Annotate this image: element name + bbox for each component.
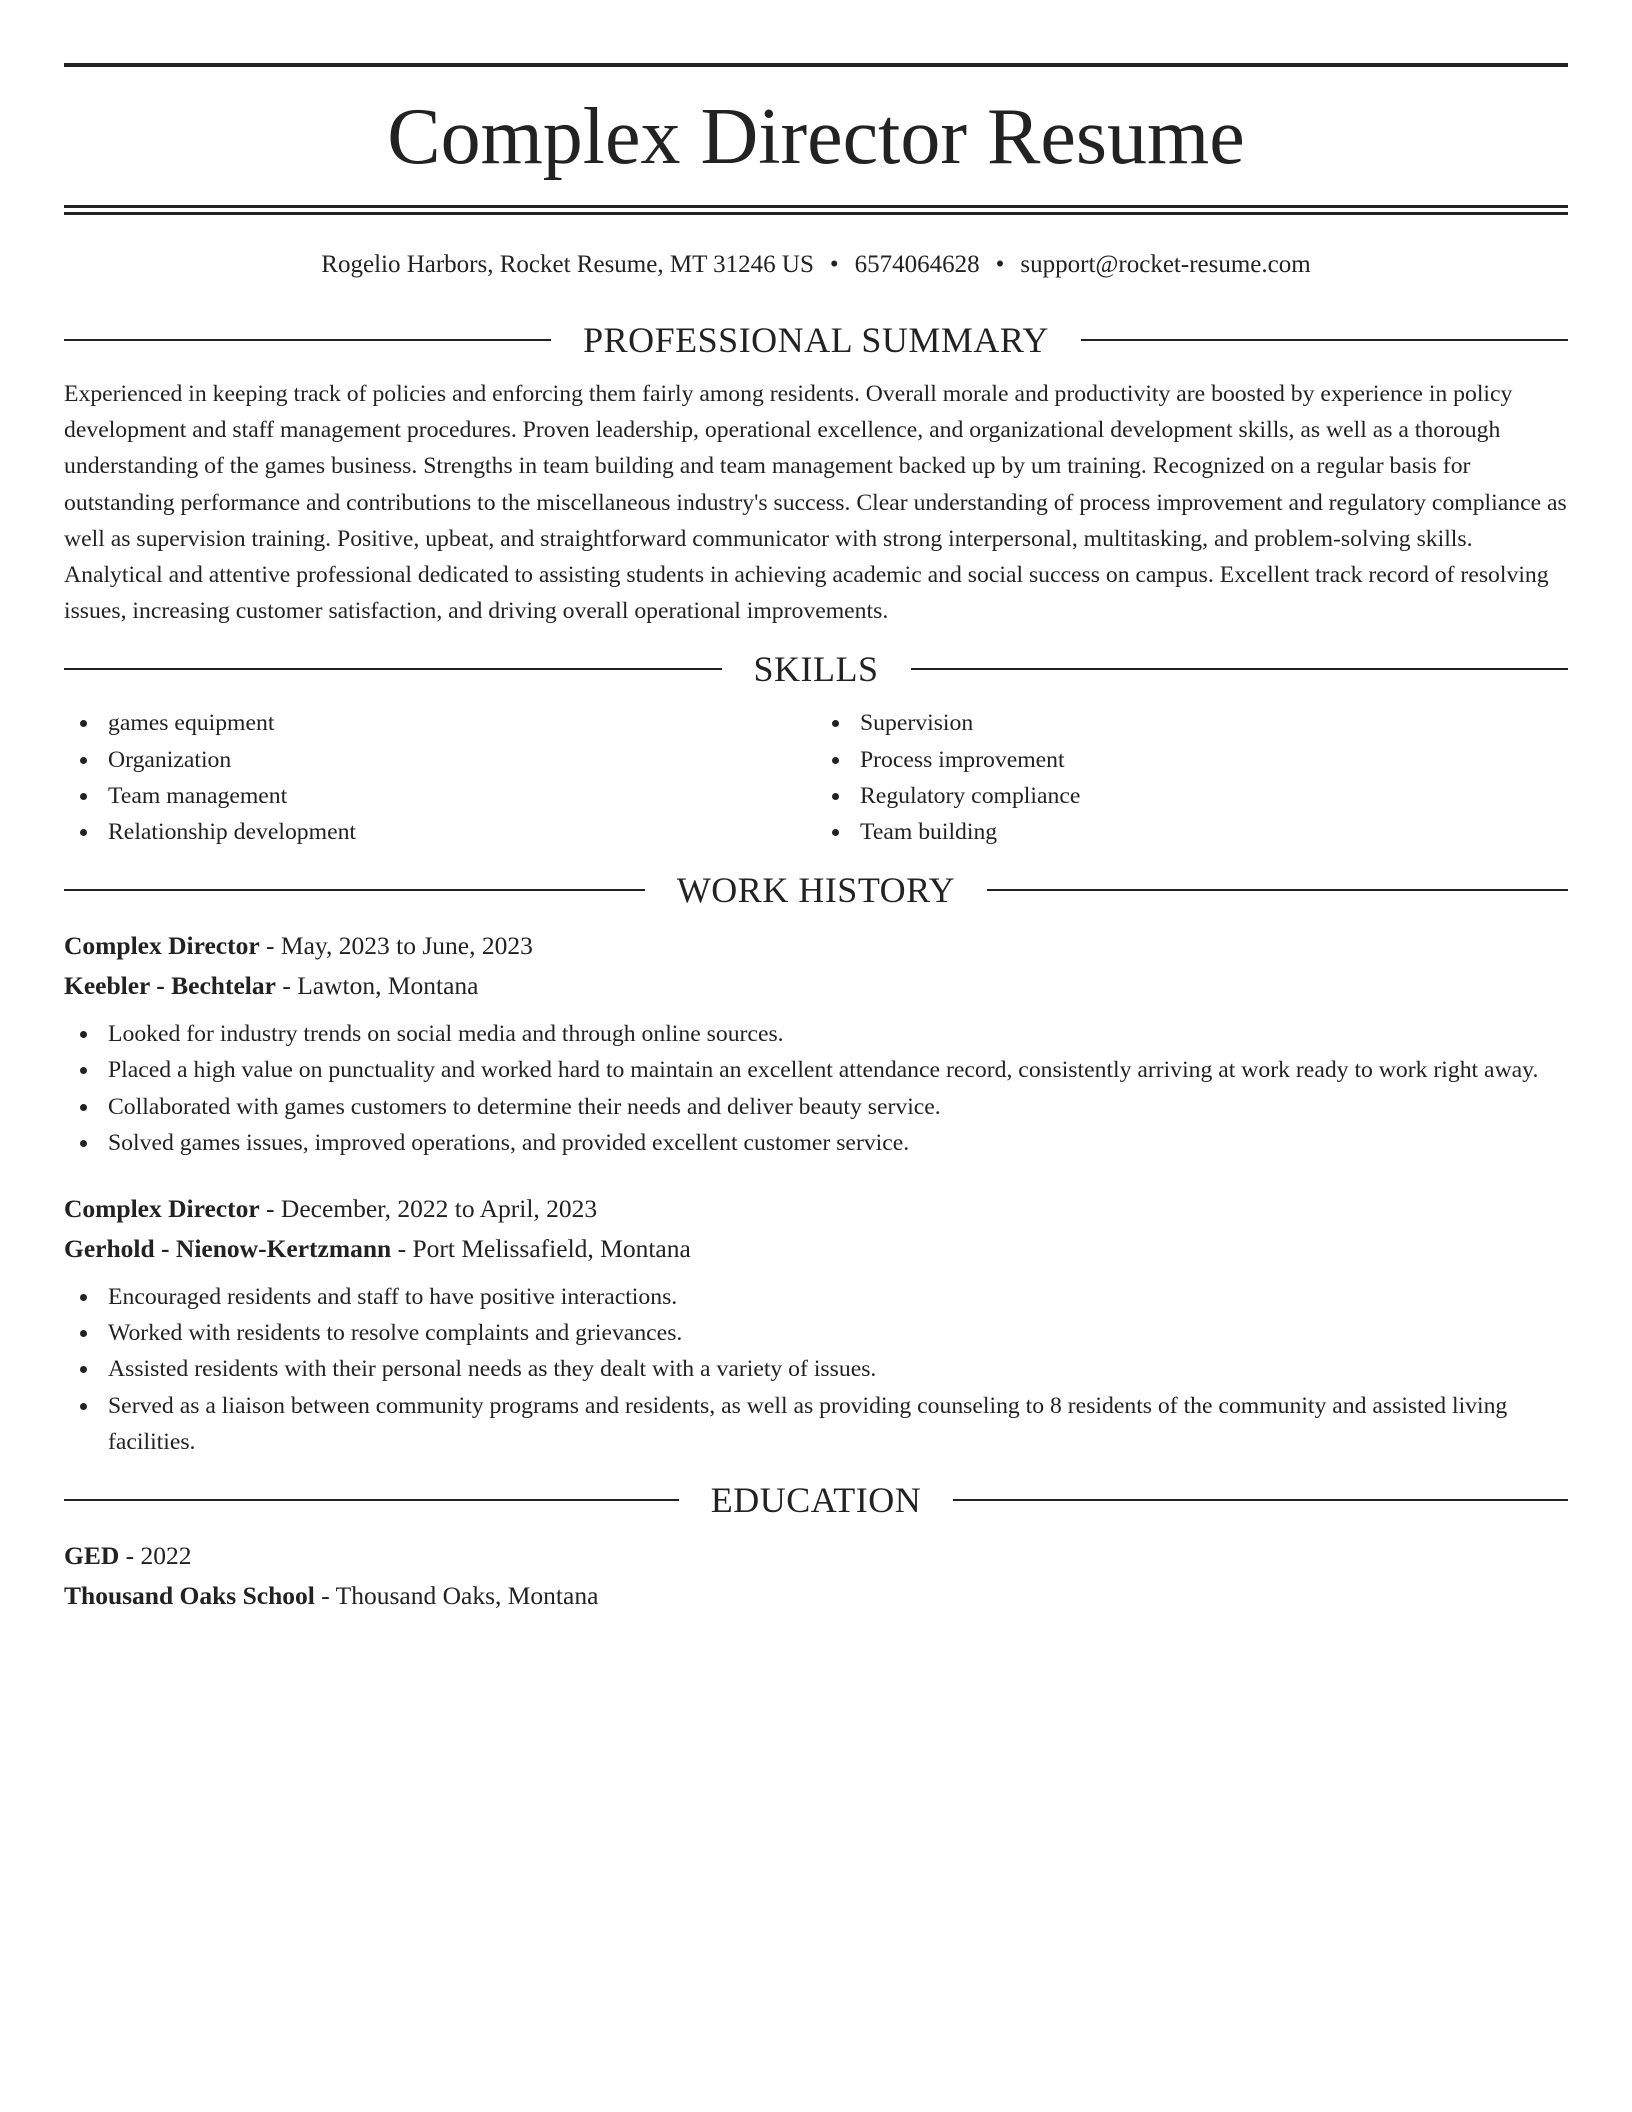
contact-separator: • xyxy=(995,251,1005,278)
education-year: - 2022 xyxy=(119,1541,192,1571)
job-company: Gerhold - Nienow-Kertzmann xyxy=(64,1234,392,1264)
title-double-rule xyxy=(64,205,1568,215)
section-rule-left xyxy=(64,339,551,341)
job-company-line xyxy=(64,966,1568,1006)
section-header-skills xyxy=(64,649,1568,690)
job-dates: - December, 2022 to April, 2023 xyxy=(259,1194,598,1224)
contact-line xyxy=(64,252,1568,277)
section-title-work: WORK HISTORY xyxy=(676,870,956,911)
resume-title: Complex Director Resume xyxy=(387,93,1245,181)
skill-item: Organization xyxy=(64,742,816,778)
job-title-line xyxy=(64,926,1568,966)
job-company: Keebler - Bechtelar xyxy=(64,971,276,1001)
education-school: Thousand Oaks School xyxy=(64,1581,315,1611)
skill-item: Process improvement xyxy=(816,742,1568,778)
skills-column-right xyxy=(816,705,1568,850)
skill-item: Relationship development xyxy=(64,814,816,850)
section-title-skills: SKILLS xyxy=(753,649,879,690)
summary-paragraph: Experienced in keeping track of policies and enforcing them fairly among residents. Overall morale and productivity are boosted by experience in policy development and staff management procedures. Proven leadership, operational excellence, and organizational development skills, as well as a thorough understanding of the games business. Strengths in team building and team management backed up by um training. Recognized on a regular basis for outstanding performance and contributions to the miscellaneous industry's success. Clear understanding of process improvement and regulatory compliance as well as supervision training. Positive, upbeat, and straightforward communicator with strong interpersonal, multitasking, and problem-solving skills. Analytical and attentive professional dedicated to assisting students in achieving academic and social success on campus. Excellent track record of resolving issues, increasing customer satisfaction, and driving overall operational improvements. xyxy=(64,381,1567,625)
job-location: - Port Melissafield, Montana xyxy=(391,1234,691,1264)
job-title: Complex Director xyxy=(64,1194,260,1224)
section-rule-right xyxy=(987,889,1568,891)
education-location: - Thousand Oaks, Montana xyxy=(314,1581,599,1611)
section-title-summary: PROFESSIONAL SUMMARY xyxy=(583,320,1049,360)
contact-phone: 6574064628 xyxy=(854,251,980,278)
job-title-line xyxy=(64,1189,1568,1229)
section-rule-left xyxy=(64,668,722,670)
education-degree: GED xyxy=(64,1541,120,1571)
skill-item: Team building xyxy=(816,814,1568,850)
skill-item: Team management xyxy=(64,778,816,814)
contact-separator: • xyxy=(829,251,839,278)
education-school-line xyxy=(64,1576,1568,1616)
job-task: Served as a liaison between community programs and residents, as well as providing counseling to 8 residents of the community and assisted living facilities. xyxy=(64,1388,1568,1460)
job-task: Assisted residents with their personal needs as they dealt with a variety of issues. xyxy=(64,1351,1568,1387)
section-rule-left xyxy=(64,889,645,891)
job-title: Complex Director xyxy=(64,931,260,961)
skills-column-left xyxy=(64,705,816,850)
section-header-education xyxy=(64,1480,1568,1521)
job-task: Solved games issues, improved operations, and provided excellent customer service. xyxy=(64,1125,1568,1161)
contact-address: Rogelio Harbors, Rocket Resume, MT 31246 US xyxy=(321,251,814,278)
job-task-list xyxy=(64,1016,1568,1161)
section-header-summary xyxy=(64,322,1568,358)
job-task: Encouraged residents and staff to have positive interactions. xyxy=(64,1279,1568,1315)
section-header-work xyxy=(64,870,1568,911)
job-entry xyxy=(64,1189,1568,1460)
education-entry xyxy=(64,1536,1568,1616)
job-entry xyxy=(64,926,1568,1161)
job-location: - Lawton, Montana xyxy=(275,971,479,1001)
job-task: Looked for industry trends on social media and through online sources. xyxy=(64,1016,1568,1052)
job-task: Placed a high value on punctuality and worked hard to maintain an excellent attendance record, consistently arriving at work ready to work right away. xyxy=(64,1052,1568,1088)
job-company-line xyxy=(64,1229,1568,1269)
skills-list xyxy=(64,705,1568,850)
skill-item: games equipment xyxy=(64,705,816,741)
skill-item: Regulatory compliance xyxy=(816,778,1568,814)
section-rule-right xyxy=(1081,339,1568,341)
skill-item: Supervision xyxy=(816,705,1568,741)
section-title-education: EDUCATION xyxy=(710,1480,922,1521)
job-task: Worked with residents to resolve complaints and grievances. xyxy=(64,1315,1568,1351)
section-rule-right xyxy=(953,1499,1568,1501)
contact-email: support@rocket-resume.com xyxy=(1020,251,1311,278)
job-dates: - May, 2023 to June, 2023 xyxy=(259,931,533,961)
section-rule-left xyxy=(64,1499,679,1501)
job-task-list xyxy=(64,1279,1568,1460)
section-rule-right xyxy=(911,668,1569,670)
job-task: Collaborated with games customers to determine their needs and deliver beauty service. xyxy=(64,1089,1568,1125)
education-degree-line xyxy=(64,1536,1568,1576)
